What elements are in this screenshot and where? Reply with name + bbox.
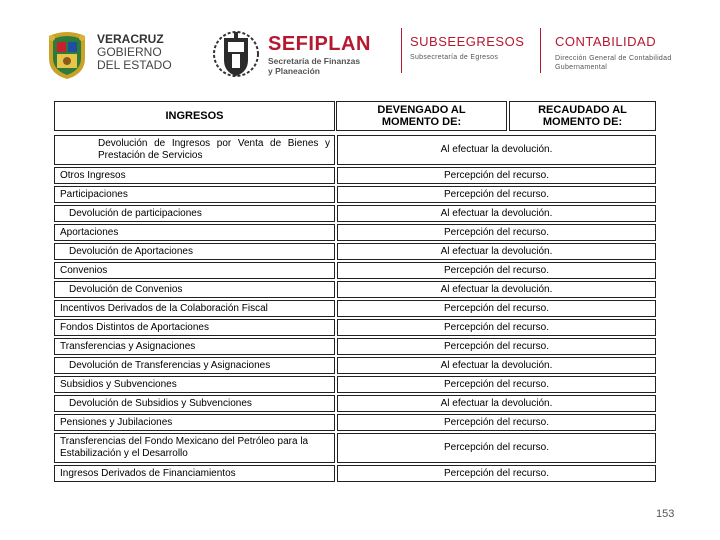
table-row [54,465,656,482]
veracruz-coat-of-arms-icon [44,30,90,80]
column-header-recaudado [509,101,656,131]
ingreso-cell: Transferencias del Fondo Mexicano del Petróleo para la Estabilización y el Desarrollo [54,433,335,463]
subsegresos-description: Subsecretaría de Egresos [410,54,499,61]
column-header-recaudado-line-2: MOMENTO DE: [542,116,623,128]
momento-cell: Percepción del recurso. [337,224,656,241]
table-row [54,205,656,222]
momento-cell: Percepción del recurso. [337,376,656,393]
momento-cell: Al efectuar la devolución. [337,243,656,260]
page-number: 153 [656,508,675,520]
contabilidad-desc-line-1: Dirección General de Contabilidad [555,55,672,62]
ingreso-cell: Participaciones [54,186,335,203]
ingreso-cell: Devolución de Subsidios y Subvenciones [54,395,335,412]
ingreso-cell: Devolución de Convenios [54,281,335,298]
momento-cell: Al efectuar la devolución. [337,205,656,222]
momento-cell: Al efectuar la devolución. [337,135,656,165]
table-row [54,319,656,336]
sefiplan-subtitle-line-2: y Planeación [268,66,320,76]
table-row [54,135,656,165]
table-row [54,338,656,355]
table-row [54,281,656,298]
column-header-recaudado-line-1: RECAUDADO AL [538,104,627,116]
ingresos-table [54,135,656,484]
veracruz-line-2: GOBIERNO [97,45,162,59]
table-row [54,262,656,279]
ingreso-cell: Otros Ingresos [54,167,335,184]
column-header-devengado [336,101,507,131]
table-row [54,414,656,431]
table-row [54,395,656,412]
momento-cell: Al efectuar la devolución. [337,281,656,298]
ingreso-cell: Devolución de Aportaciones [54,243,335,260]
sefiplan-name: SEFIPLAN [268,33,371,55]
momento-cell: Percepción del recurso. [337,414,656,431]
veracruz-wordmark [97,33,172,72]
page-header [0,0,720,95]
ingreso-cell: Transferencias y Asignaciones [54,338,335,355]
momento-cell: Percepción del recurso. [337,338,656,355]
table-row [54,224,656,241]
momento-cell: Al efectuar la devolución. [337,357,656,374]
table-row [54,300,656,317]
subsegresos-title: SUBSEEGRESOS [410,34,525,49]
column-header-devengado-line-1: DEVENGADO AL [377,104,466,116]
momento-cell: Percepción del recurso. [337,465,656,482]
veracruz-line-1: VERACRUZ [97,32,164,46]
ingreso-cell: Convenios [54,262,335,279]
contabilidad-description [555,54,672,72]
momento-cell: Percepción del recurso. [337,167,656,184]
column-header-ingresos [54,101,335,131]
momento-cell: Percepción del recurso. [337,262,656,279]
table-row [54,167,656,184]
contabilidad-title: CONTABILIDAD [555,34,657,49]
ingreso-cell: Incentivos Derivados de la Colaboración Fiscal [54,300,335,317]
sefiplan-subtitle [268,56,360,76]
momento-cell: Al efectuar la devolución. [337,395,656,412]
sefiplan-subtitle-line-1: Secretaría de Finanzas [268,56,361,66]
momento-cell: Percepción del recurso. [337,300,656,317]
column-header-ingresos-label: INGRESOS [165,110,224,122]
table-row [54,376,656,393]
header-divider-2 [540,28,541,73]
ingreso-cell: Subsidios y Subvenciones [54,376,335,393]
sefiplan-shield-icon [212,28,260,80]
momento-cell: Percepción del recurso. [337,433,656,463]
momento-cell: Percepción del recurso. [337,186,656,203]
momento-cell: Percepción del recurso. [337,319,656,336]
ingreso-cell: Pensiones y Jubilaciones [54,414,335,431]
ingreso-cell: Fondos Distintos de Aportaciones [54,319,335,336]
ingreso-cell: Devolución de Transferencias y Asignaciones [54,357,335,374]
table-row [54,243,656,260]
contabilidad-desc-line-2: Gubernamental [555,64,608,71]
table-row [54,186,656,203]
header-divider-1 [401,28,402,73]
ingreso-cell: Aportaciones [54,224,335,241]
ingreso-cell: Devolución de Ingresos por Venta de Bienes y Prestación de Servicios [54,135,335,165]
ingreso-cell: Ingresos Derivados de Financiamientos [54,465,335,482]
ingreso-cell: Devolución de participaciones [54,205,335,222]
veracruz-line-3: DEL ESTADO [97,58,172,72]
table-row [54,357,656,374]
table-row [54,433,656,463]
column-header-devengado-line-2: MOMENTO DE: [381,116,462,128]
